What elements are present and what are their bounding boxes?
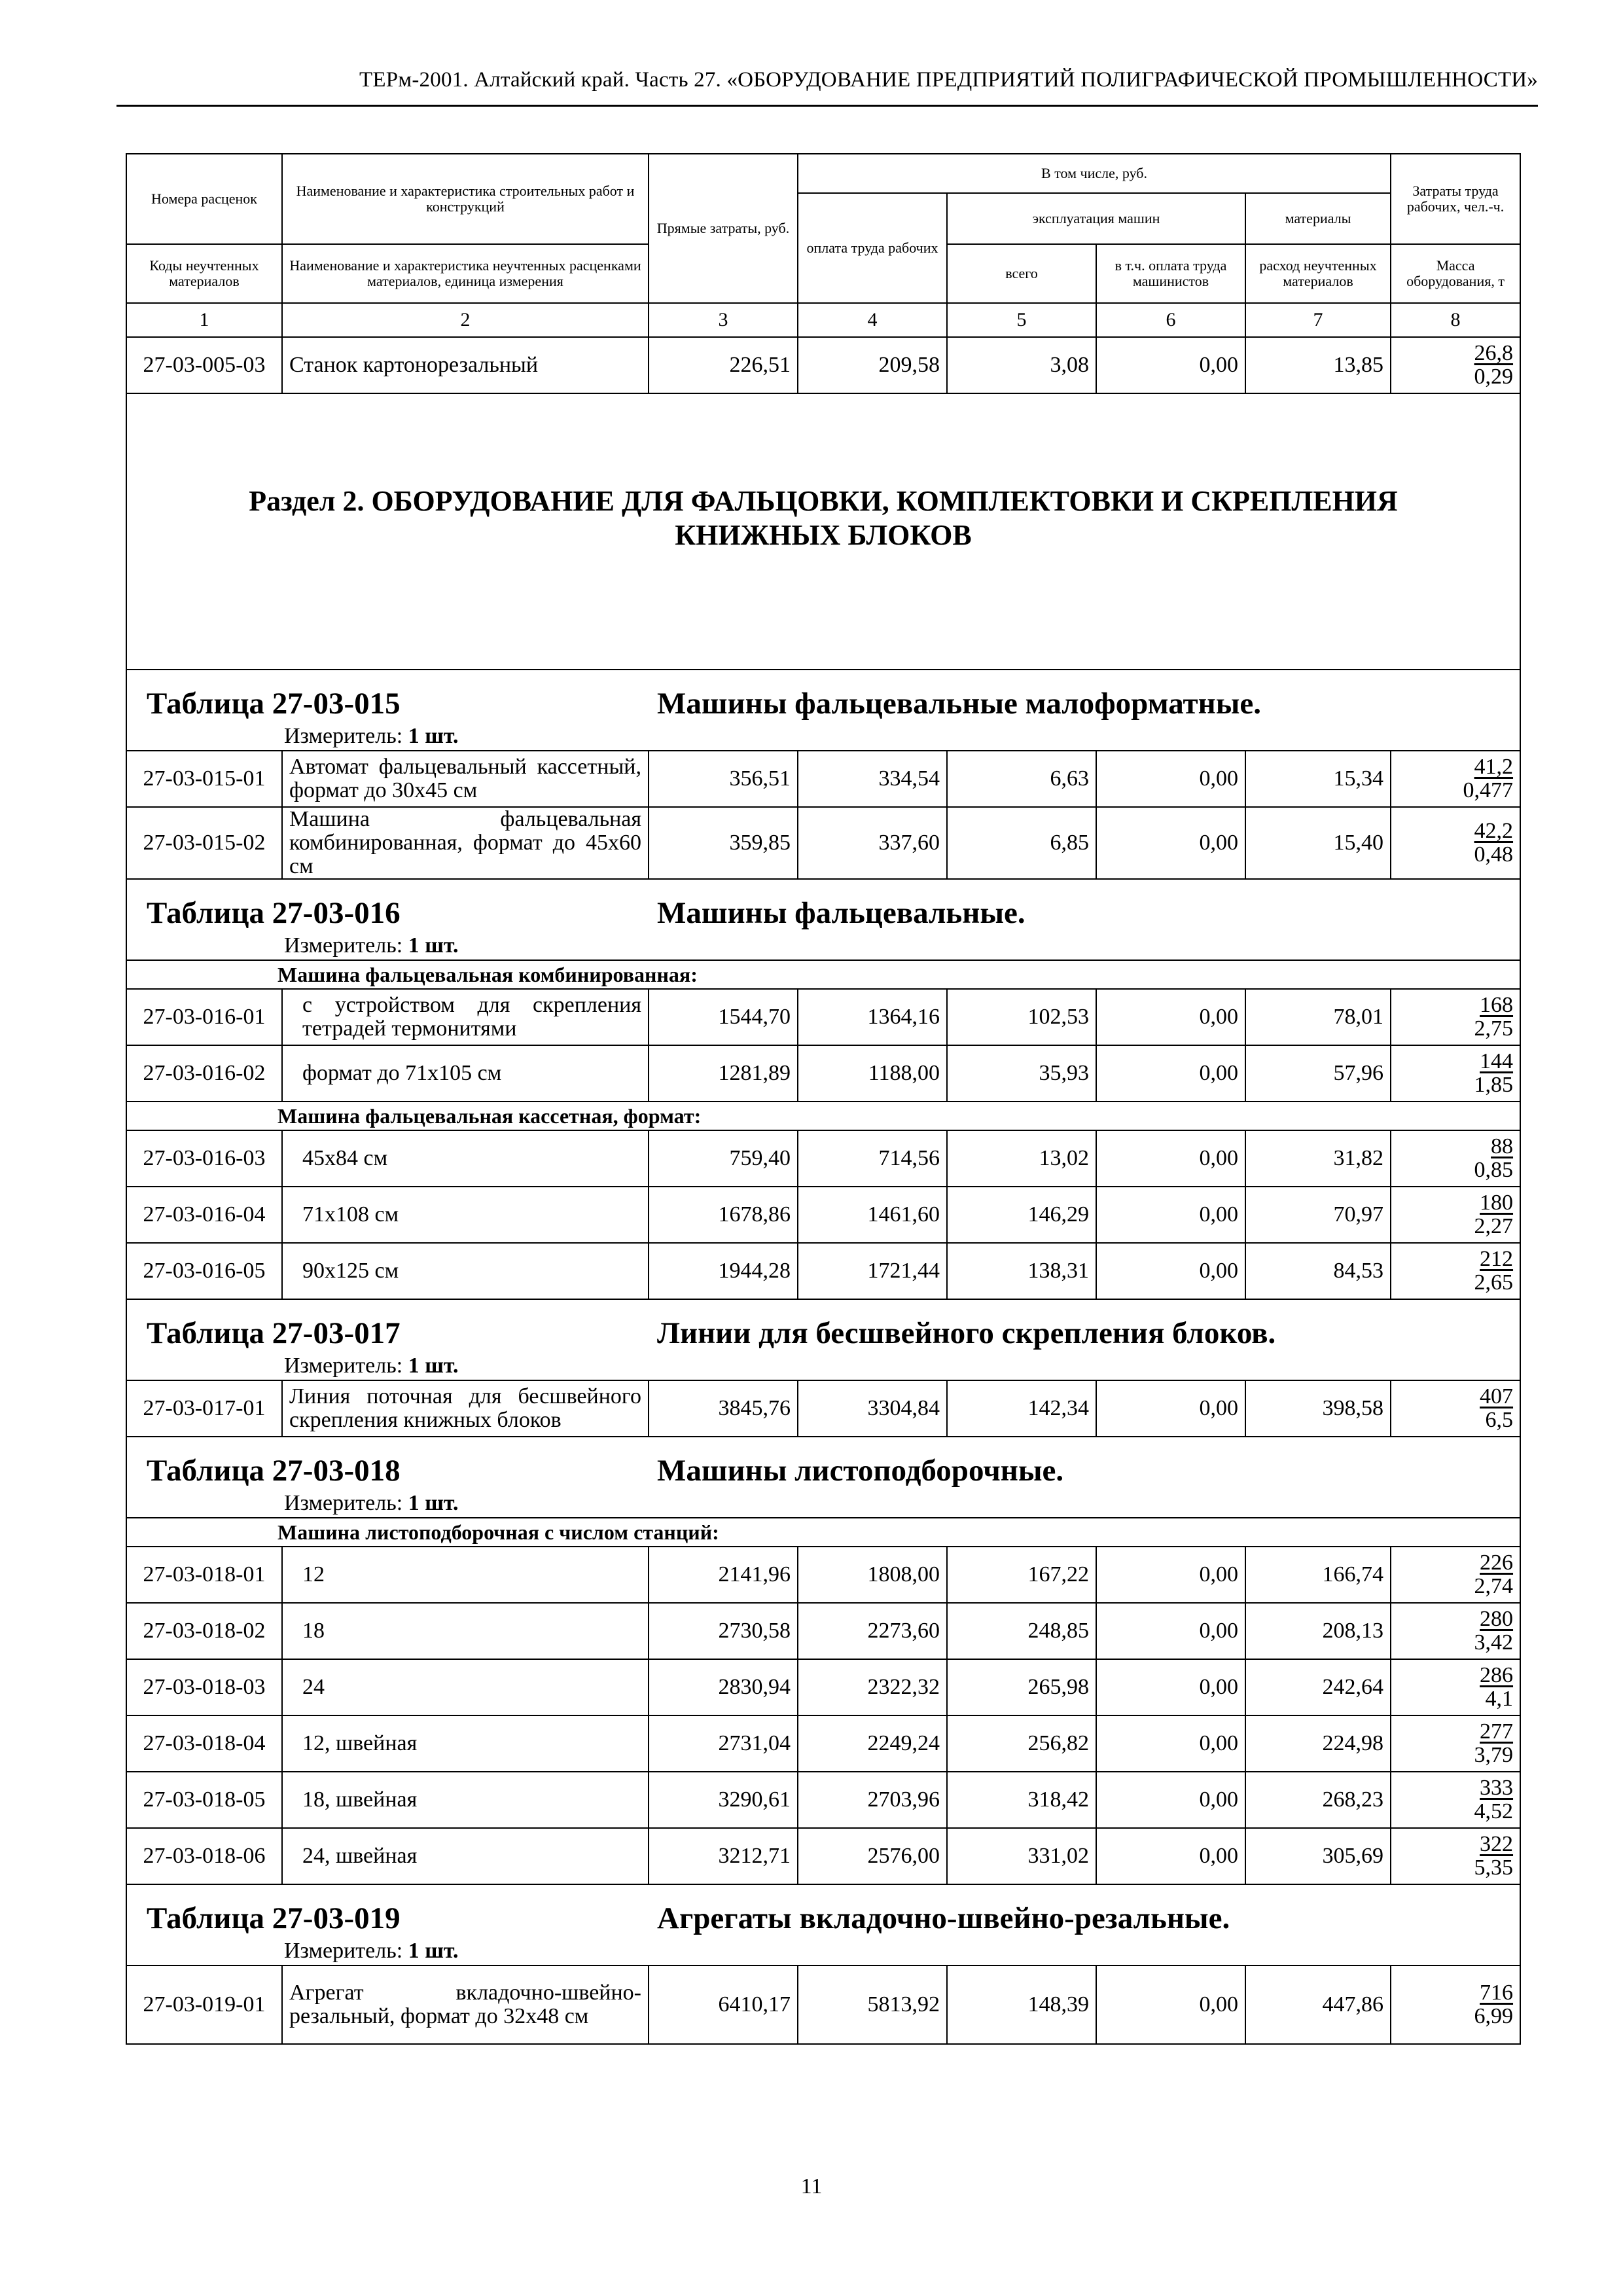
labor-pay: 1808,00 — [798, 1547, 947, 1603]
equipment-mass: 0,477 — [1463, 778, 1514, 802]
materials-cost: 447,86 — [1245, 1965, 1391, 2044]
materials-cost: 15,40 — [1245, 807, 1391, 879]
direct-cost: 2830,94 — [649, 1659, 798, 1715]
operators-pay: 0,00 — [1096, 1547, 1245, 1603]
equipment-mass: 3,42 — [1474, 1630, 1514, 1655]
labor-mass-fraction — [1391, 337, 1520, 393]
table-row — [126, 1243, 1520, 1299]
rate-code: 27-03-016-02 — [126, 1045, 282, 1102]
labor-mass-fraction — [1391, 751, 1520, 807]
col-codes: Коды неучтенных материалов — [126, 244, 282, 303]
labor-cost: 286 — [1480, 1663, 1514, 1687]
labor-mass-fraction — [1391, 989, 1520, 1045]
measure-value: 1 шт. — [408, 1491, 459, 1515]
direct-cost: 6410,17 — [649, 1965, 798, 2044]
labor-pay: 209,58 — [798, 337, 947, 393]
group-label: Машина листоподборочная с числом станций: — [126, 1518, 1520, 1547]
table-row — [126, 1130, 1520, 1187]
measure-value: 1 шт. — [408, 724, 459, 748]
rate-name: 90х125 см — [282, 1243, 649, 1299]
rate-code: 27-03-018-04 — [126, 1715, 282, 1772]
machines-total: 6,85 — [947, 807, 1096, 879]
rate-code: 27-03-018-02 — [126, 1603, 282, 1659]
materials-cost: 224,98 — [1245, 1715, 1391, 1772]
rate-code: 27-03-005-03 — [126, 337, 282, 393]
labor-pay: 337,60 — [798, 807, 947, 879]
rate-code: 27-03-018-03 — [126, 1659, 282, 1715]
col-unacc-consumption: расход неучтенных материалов — [1245, 244, 1391, 303]
materials-cost: 70,97 — [1245, 1187, 1391, 1243]
materials-cost: 242,64 — [1245, 1659, 1391, 1715]
labor-cost: 180 — [1480, 1191, 1514, 1215]
labor-mass-fraction — [1391, 1547, 1520, 1603]
table-row — [126, 337, 1520, 393]
labor-mass-fraction — [1391, 1243, 1520, 1299]
materials-cost: 15,34 — [1245, 751, 1391, 807]
machines-total: 3,08 — [947, 337, 1096, 393]
rate-name: 12, швейная — [282, 1715, 649, 1772]
col-name: Наименование и характеристика строительных работ и конструкций — [282, 154, 649, 244]
operators-pay: 0,00 — [1096, 1130, 1245, 1187]
rate-name: формат до 71х105 см — [282, 1045, 649, 1102]
materials-cost: 31,82 — [1245, 1130, 1391, 1187]
equipment-mass: 2,65 — [1474, 1270, 1514, 1295]
materials-cost: 84,53 — [1245, 1243, 1391, 1299]
labor-pay: 2322,32 — [798, 1659, 947, 1715]
labor-cost: 322 — [1480, 1832, 1514, 1856]
col-incl-operators: в т.ч. оплата труда машинистов — [1096, 244, 1245, 303]
operators-pay: 0,00 — [1096, 337, 1245, 393]
labor-pay: 3304,84 — [798, 1380, 947, 1437]
rate-code: 27-03-018-05 — [126, 1772, 282, 1828]
measure-line — [134, 1352, 1513, 1380]
operators-pay: 0,00 — [1096, 1965, 1245, 2044]
table-heading — [126, 670, 1520, 751]
table-number: Таблица 27-03-019 — [147, 1901, 401, 1935]
labor-pay: 714,56 — [798, 1130, 947, 1187]
machines-total: 35,93 — [947, 1045, 1096, 1102]
section-heading: Раздел 2. ОБОРУДОВАНИЕ ДЛЯ ФАЛЬЦОВКИ, КОМПЛЕКТОВКИ И СКРЕПЛЕНИЯ КНИЖНЫХ БЛОКОВ — [126, 393, 1520, 670]
col-number: 6 — [1096, 303, 1245, 337]
rate-code: 27-03-016-01 — [126, 989, 282, 1045]
measure-label: Измеритель: — [284, 724, 403, 748]
operators-pay: 0,00 — [1096, 1603, 1245, 1659]
rate-code: 27-03-016-03 — [126, 1130, 282, 1187]
measure-label: Измеритель: — [284, 1491, 403, 1515]
col-labor-cost: Затраты труда рабочих, чел.-ч. — [1391, 154, 1520, 244]
rate-code: 27-03-015-01 — [126, 751, 282, 807]
group-label: Машина фальцевальная комбинированная: — [126, 960, 1520, 989]
col-number: 7 — [1245, 303, 1391, 337]
machines-total: 167,22 — [947, 1547, 1096, 1603]
labor-cost: 88 — [1491, 1134, 1514, 1158]
rate-code: 27-03-016-04 — [126, 1187, 282, 1243]
table-row — [126, 1828, 1520, 1884]
page-number: 11 — [800, 2174, 823, 2198]
table-number: Таблица 27-03-016 — [147, 896, 401, 930]
measure-value: 1 шт. — [408, 933, 459, 958]
equipment-mass: 2,75 — [1474, 1016, 1514, 1041]
table-row — [126, 1045, 1520, 1102]
direct-cost: 3845,76 — [649, 1380, 798, 1437]
col-mass: Масса оборудования, т — [1391, 244, 1520, 303]
direct-cost: 1944,28 — [649, 1243, 798, 1299]
operators-pay: 0,00 — [1096, 807, 1245, 879]
direct-cost: 1544,70 — [649, 989, 798, 1045]
rate-name: 18 — [282, 1603, 649, 1659]
measure-label: Измеритель: — [284, 1354, 403, 1378]
col-direct: Прямые затраты, руб. — [649, 154, 798, 303]
labor-cost: 716 — [1480, 1981, 1514, 2005]
equipment-mass: 6,99 — [1474, 2004, 1514, 2028]
machines-total: 148,39 — [947, 1965, 1096, 2044]
machines-total: 6,63 — [947, 751, 1096, 807]
machines-total: 318,42 — [947, 1772, 1096, 1828]
labor-cost: 26,8 — [1474, 341, 1514, 365]
direct-cost: 1281,89 — [649, 1045, 798, 1102]
labor-mass-fraction — [1391, 1187, 1520, 1243]
direct-cost: 2731,04 — [649, 1715, 798, 1772]
materials-cost: 398,58 — [1245, 1380, 1391, 1437]
equipment-mass: 2,27 — [1474, 1214, 1514, 1238]
table-row — [126, 1187, 1520, 1243]
rate-name: 24, швейная — [282, 1828, 649, 1884]
column-numbers-row — [126, 303, 1520, 337]
table-heading — [126, 1884, 1520, 1965]
rate-name: 45х84 см — [282, 1130, 649, 1187]
materials-cost: 57,96 — [1245, 1045, 1391, 1102]
labor-cost: 226 — [1480, 1551, 1514, 1575]
operators-pay: 0,00 — [1096, 1187, 1245, 1243]
labor-pay: 1188,00 — [798, 1045, 947, 1102]
materials-cost: 208,13 — [1245, 1603, 1391, 1659]
col-unacc-name: Наименование и характеристика неучтенных расценками материалов, единица измерения — [282, 244, 649, 303]
table-title: Линии для бесшвейного скрепления блоков. — [657, 1316, 1276, 1350]
table-heading — [126, 1437, 1520, 1518]
labor-cost: 333 — [1480, 1776, 1514, 1800]
rate-name: Станок картонорезальный — [282, 337, 649, 393]
direct-cost: 759,40 — [649, 1130, 798, 1187]
rate-name: 12 — [282, 1547, 649, 1603]
equipment-mass: 1,85 — [1474, 1073, 1514, 1097]
rates-table — [126, 153, 1521, 2045]
table-row — [126, 1715, 1520, 1772]
direct-cost: 2730,58 — [649, 1603, 798, 1659]
labor-mass-fraction — [1391, 1603, 1520, 1659]
rate-name: 71х108 см — [282, 1187, 649, 1243]
labor-pay: 2249,24 — [798, 1715, 947, 1772]
equipment-mass: 4,1 — [1485, 1687, 1514, 1711]
header-rule — [116, 105, 1538, 107]
measure-value: 1 шт. — [408, 1939, 459, 1963]
equipment-mass: 0,85 — [1474, 1158, 1514, 1182]
col-number: 3 — [649, 303, 798, 337]
labor-pay: 334,54 — [798, 751, 947, 807]
labor-mass-fraction — [1391, 1130, 1520, 1187]
measure-line — [134, 932, 1513, 960]
labor-mass-fraction — [1391, 1715, 1520, 1772]
equipment-mass: 6,5 — [1485, 1408, 1514, 1432]
rate-name: Машина фальцевальная комбинированная, формат до 45х60 см — [282, 807, 649, 879]
labor-pay: 2576,00 — [798, 1828, 947, 1884]
operators-pay: 0,00 — [1096, 751, 1245, 807]
labor-pay: 2703,96 — [798, 1772, 947, 1828]
direct-cost: 3290,61 — [649, 1772, 798, 1828]
rate-name: 24 — [282, 1659, 649, 1715]
table-row — [126, 1547, 1520, 1603]
table-row — [126, 1772, 1520, 1828]
operators-pay: 0,00 — [1096, 1659, 1245, 1715]
table-heading — [126, 1299, 1520, 1380]
labor-cost: 144 — [1480, 1049, 1514, 1073]
labor-pay: 1461,60 — [798, 1187, 947, 1243]
table-title: Машины фальцевальные. — [657, 896, 1026, 930]
operators-pay: 0,00 — [1096, 1715, 1245, 1772]
machines-total: 13,02 — [947, 1130, 1096, 1187]
measure-line — [134, 1490, 1513, 1517]
rate-name: с устройством для скрепления тетрадей термонитями — [282, 989, 649, 1045]
direct-cost: 3212,71 — [649, 1828, 798, 1884]
rate-name: Линия поточная для бесшвейного скрепления книжных блоков — [282, 1380, 649, 1437]
machines-total: 265,98 — [947, 1659, 1096, 1715]
rate-code: 27-03-017-01 — [126, 1380, 282, 1437]
operators-pay: 0,00 — [1096, 1828, 1245, 1884]
table-number: Таблица 27-03-015 — [147, 687, 401, 721]
direct-cost: 226,51 — [649, 337, 798, 393]
materials-cost: 78,01 — [1245, 989, 1391, 1045]
labor-pay: 1721,44 — [798, 1243, 947, 1299]
table-row — [126, 1965, 1520, 2044]
direct-cost: 356,51 — [649, 751, 798, 807]
machines-total: 138,31 — [947, 1243, 1096, 1299]
col-number: 8 — [1391, 303, 1520, 337]
measure-line — [134, 1937, 1513, 1965]
labor-mass-fraction — [1391, 1045, 1520, 1102]
table-row — [126, 989, 1520, 1045]
operators-pay: 0,00 — [1096, 1243, 1245, 1299]
equipment-mass: 2,74 — [1474, 1574, 1514, 1598]
col-number: 2 — [282, 303, 649, 337]
table-title: Агрегаты вкладочно-швейно-резальные. — [657, 1901, 1230, 1935]
direct-cost: 359,85 — [649, 807, 798, 879]
table-number: Таблица 27-03-017 — [147, 1316, 401, 1350]
machines-total: 248,85 — [947, 1603, 1096, 1659]
table-row — [126, 1659, 1520, 1715]
operators-pay: 0,00 — [1096, 1380, 1245, 1437]
labor-mass-fraction — [1391, 1965, 1520, 2044]
col-number: 1 — [126, 303, 282, 337]
table-title: Машины фальцевальные малоформатные. — [657, 687, 1262, 721]
materials-cost: 166,74 — [1245, 1547, 1391, 1603]
labor-pay: 2273,60 — [798, 1603, 947, 1659]
rate-name: 18, швейная — [282, 1772, 649, 1828]
operators-pay: 0,00 — [1096, 1045, 1245, 1102]
machines-total: 256,82 — [947, 1715, 1096, 1772]
table-row — [126, 751, 1520, 807]
labor-mass-fraction — [1391, 1380, 1520, 1437]
labor-cost: 277 — [1480, 1719, 1514, 1744]
labor-cost: 407 — [1480, 1384, 1514, 1408]
labor-mass-fraction — [1391, 807, 1520, 879]
rate-code: 27-03-016-05 — [126, 1243, 282, 1299]
operators-pay: 0,00 — [1096, 989, 1245, 1045]
labor-cost: 42,2 — [1474, 819, 1514, 843]
labor-mass-fraction — [1391, 1772, 1520, 1828]
equipment-mass: 3,79 — [1474, 1743, 1514, 1767]
col-labor: оплата труда рабочих — [798, 193, 947, 303]
direct-cost: 2141,96 — [649, 1547, 798, 1603]
equipment-mass: 4,52 — [1474, 1799, 1514, 1823]
col-incl: В том числе, руб. — [798, 154, 1391, 193]
machines-total: 331,02 — [947, 1828, 1096, 1884]
labor-mass-fraction — [1391, 1659, 1520, 1715]
machines-total: 142,34 — [947, 1380, 1096, 1437]
measure-label: Измеритель: — [284, 933, 403, 958]
labor-cost: 212 — [1480, 1247, 1514, 1271]
equipment-mass: 0,48 — [1474, 842, 1514, 867]
labor-cost: 41,2 — [1474, 755, 1514, 779]
measure-line — [134, 723, 1513, 750]
table-heading — [126, 879, 1520, 960]
rate-name: Автомат фальцевальный кассетный, формат до 30х45 см — [282, 751, 649, 807]
machines-total: 146,29 — [947, 1187, 1096, 1243]
rate-code: 27-03-019-01 — [126, 1965, 282, 2044]
labor-mass-fraction — [1391, 1828, 1520, 1884]
col-number: 5 — [947, 303, 1096, 337]
col-machines: эксплуатация машин — [947, 193, 1245, 244]
direct-cost: 1678,86 — [649, 1187, 798, 1243]
labor-cost: 280 — [1480, 1607, 1514, 1631]
labor-pay: 1364,16 — [798, 989, 947, 1045]
materials-cost: 13,85 — [1245, 337, 1391, 393]
measure-label: Измеритель: — [284, 1939, 403, 1963]
rate-code: 27-03-018-01 — [126, 1547, 282, 1603]
col-rates-num: Номера расценок — [126, 154, 282, 244]
labor-cost: 168 — [1480, 993, 1514, 1017]
rate-name: Агрегат вкладочно-швейно-резальный, формат до 32х48 см — [282, 1965, 649, 2044]
labor-pay: 5813,92 — [798, 1965, 947, 2044]
table-row — [126, 1603, 1520, 1659]
col-number: 4 — [798, 303, 947, 337]
table-title: Машины листоподборочные. — [657, 1454, 1064, 1488]
machines-total: 102,53 — [947, 989, 1096, 1045]
col-total: всего — [947, 244, 1096, 303]
col-materials: материалы — [1245, 193, 1391, 244]
measure-value: 1 шт. — [408, 1354, 459, 1378]
equipment-mass: 5,35 — [1474, 1856, 1514, 1880]
table-row — [126, 1380, 1520, 1437]
operators-pay: 0,00 — [1096, 1772, 1245, 1828]
materials-cost: 268,23 — [1245, 1772, 1391, 1828]
running-header: ТЕРм-2001. Алтайский край. Часть 27. «ОБОРУДОВАНИЕ ПРЕДПРИЯТИЙ ПОЛИГРАФИЧЕСКОЙ ПРОМЫШЛЕННОСТИ» — [359, 68, 1538, 92]
rate-code: 27-03-015-02 — [126, 807, 282, 879]
materials-cost: 305,69 — [1245, 1828, 1391, 1884]
equipment-mass: 0,29 — [1474, 365, 1514, 389]
table-row — [126, 807, 1520, 879]
rate-code: 27-03-018-06 — [126, 1828, 282, 1884]
table-number: Таблица 27-03-018 — [147, 1454, 401, 1488]
group-label: Машина фальцевальная кассетная, формат: — [126, 1102, 1520, 1130]
